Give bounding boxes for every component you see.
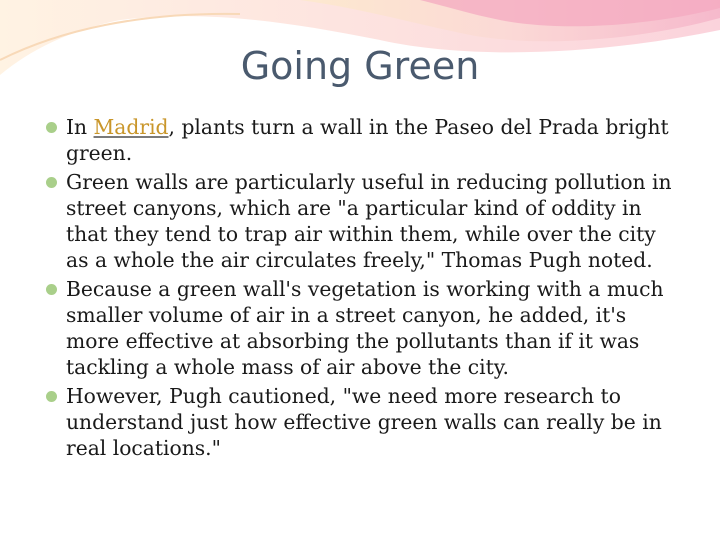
bullet-dot-icon: [46, 122, 57, 133]
bullet-list: [44, 114, 680, 464]
bullet-item: [44, 114, 680, 166]
bullet-text: Green walls are particularly useful in reducing pollution in street canyons, which are "a particular kind of oddity in that they tend to trap air within them, while over the city as a whole the air circulates freely," Thomas Pugh noted.: [66, 170, 672, 272]
bullet-item: [44, 169, 680, 273]
madrid-link-text: Madrid: [93, 115, 169, 139]
madrid-link[interactable]: [94, 115, 169, 139]
bullet-dot-icon: [46, 177, 57, 188]
bullet-text-suffix: , plants turn a wall in the Paseo del Prada bright green.: [66, 115, 669, 165]
bullet-dot-icon: [46, 284, 57, 295]
bullet-item: [44, 383, 680, 461]
bullet-text-prefix: In: [66, 115, 94, 139]
bullet-text: Because a green wall's vegetation is working with a much smaller volume of air in a street canyon, he added, it's more effective at absorbing the pollutants than if it was tackling a whole mass of air above the city.: [66, 277, 664, 379]
slide-title: Going Green: [240, 44, 480, 88]
bullet-item: [44, 276, 680, 380]
bullet-dot-icon: [46, 391, 57, 402]
bullet-text: However, Pugh cautioned, "we need more research to understand just how effective green walls can really be in real locations.": [66, 384, 662, 460]
